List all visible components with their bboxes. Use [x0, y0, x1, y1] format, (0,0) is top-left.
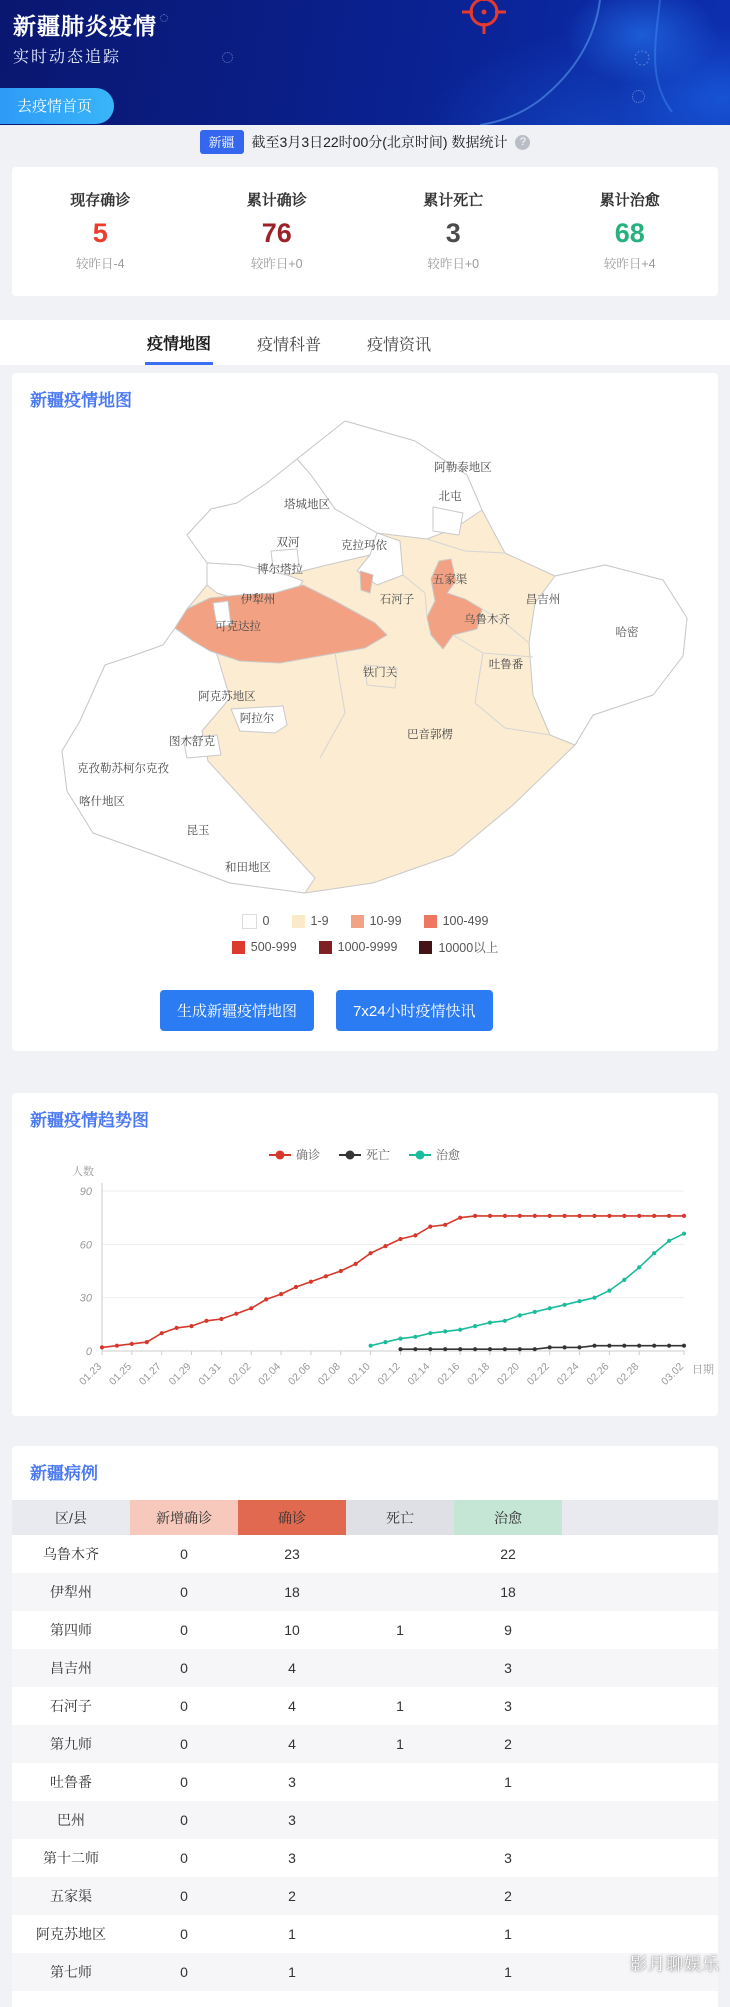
table-header-cell: 死亡 [346, 1500, 454, 1535]
stats-card [12, 167, 718, 296]
generate-map-button[interactable]: 生成新疆疫情地图 [160, 990, 314, 1031]
map-region-label: 哈密 [615, 627, 639, 639]
map-region-label: 北屯 [438, 491, 462, 503]
svg-text:02.24: 02.24 [554, 1360, 582, 1388]
stat-label: 累计治愈 [599, 192, 660, 209]
map-region-label: 克拉玛依 [341, 540, 387, 552]
map-card [12, 373, 718, 1051]
tab-epidemic-science[interactable]: 疫情科普 [257, 337, 322, 354]
map-legend-item: 10-99 [351, 914, 402, 928]
update-time-text: 截至3月3日22时00分(北京时间) 数据统计 [251, 134, 508, 150]
header-banner [0, 0, 730, 125]
table-header-cell [562, 1500, 718, 1535]
svg-text:30: 30 [79, 1292, 92, 1305]
map-region-label: 克孜勒苏柯尔克孜 [77, 763, 169, 775]
map-region-label: 伊犁州 [240, 594, 276, 606]
svg-text:01.29: 01.29 [166, 1360, 194, 1388]
map-legend-item: 1-9 [292, 914, 329, 928]
table-header-row [12, 1500, 718, 1535]
svg-text:60: 60 [79, 1239, 92, 1252]
map-region-label: 巴音郭楞 [407, 729, 453, 741]
chart-legend-item[interactable] [269, 1147, 320, 1162]
table-row: 第四师 0 10 1 9 [50, 1622, 512, 1638]
svg-text:02.12: 02.12 [375, 1360, 403, 1388]
chart-legend-item[interactable] [409, 1147, 460, 1162]
svg-text:02.18: 02.18 [465, 1360, 493, 1388]
table-header-cell: 治愈 [454, 1500, 562, 1535]
svg-text:03.02: 03.02 [659, 1360, 687, 1388]
svg-text:02.14: 02.14 [405, 1360, 433, 1388]
map-region-label: 可克达拉 [215, 621, 261, 633]
map-title: 新疆疫情地图 [30, 391, 132, 410]
map-legend-item: 10000以上 [419, 938, 498, 956]
stat-total-confirmed [189, 189, 366, 272]
map-legend-item: 100-499 [424, 914, 489, 928]
table-row: 阿克苏地区 0 1 1 [36, 1926, 512, 1942]
table-row: 吐鲁番 0 3 1 [50, 1774, 512, 1790]
map-region-label: 阿克苏地区 [198, 691, 256, 703]
table-header-cell: 新增确诊 [130, 1500, 238, 1535]
table-row: 伊犁州 0 18 18 [12, 1573, 718, 1611]
stat-label: 累计死亡 [423, 192, 484, 209]
stat-delta: 较昨日+4 [603, 257, 656, 271]
watermark: 影月聊娱乐 [630, 1955, 720, 1974]
table-row: 昌吉州 0 4 3 [12, 1649, 718, 1687]
stat-total-deaths [365, 189, 542, 272]
stat-label: 现存确诊 [70, 192, 131, 209]
cases-title: 新疆病例 [30, 1464, 98, 1483]
svg-text:人数: 人数 [72, 1166, 94, 1178]
svg-text:02.16: 02.16 [435, 1360, 463, 1388]
legend-swatch [419, 941, 432, 954]
svg-text:02.08: 02.08 [315, 1360, 343, 1388]
map-region-label: 塔城地区 [284, 499, 330, 511]
svg-text:01.31: 01.31 [196, 1360, 224, 1388]
stat-delta: 较昨日-4 [75, 257, 125, 271]
map-region-label: 铁门关 [362, 667, 398, 679]
trend-chart[interactable] [12, 1133, 718, 1408]
svg-text:02.02: 02.02 [226, 1360, 254, 1388]
svg-text:02.20: 02.20 [494, 1360, 522, 1388]
legend-swatch [351, 915, 364, 928]
legend-swatch [292, 915, 305, 928]
map-region-label: 吐鲁番 [488, 659, 524, 671]
cases-card [12, 1446, 718, 2007]
stat-value: 3 [445, 218, 461, 248]
legend-swatch [242, 914, 257, 929]
legend-swatch [319, 941, 332, 954]
neck-silhouette-image [410, 0, 730, 125]
map-region-label: 五家渠 [432, 574, 468, 586]
map-legend-item: 0 [242, 914, 270, 929]
trend-title: 新疆疫情趋势图 [30, 1111, 149, 1130]
map-region-label: 阿勒泰地区 [434, 462, 492, 474]
table-row: 第十二师 0 3 3 [43, 1850, 512, 1866]
legend-swatch [232, 941, 245, 954]
map-region-label: 石河子 [379, 594, 415, 606]
svg-text:02.26: 02.26 [584, 1360, 612, 1388]
map-region-label: 昆玉 [186, 825, 210, 837]
map-buttons [160, 990, 718, 1031]
xinjiang-map[interactable] [35, 413, 695, 908]
svg-text:01.23: 01.23 [77, 1360, 105, 1388]
map-region-label: 双河 [276, 537, 300, 549]
stat-delta: 较昨日+0 [250, 257, 303, 271]
page-title: 新疆肺炎疫情 [13, 13, 157, 39]
table-row: 五家渠 0 2 2 [12, 1877, 718, 1915]
region-badge: 新疆 [200, 130, 244, 154]
svg-text:日期: 日期 [692, 1364, 714, 1376]
svg-text:02.04: 02.04 [256, 1360, 284, 1388]
tab-epidemic-news[interactable]: 疫情资讯 [367, 337, 432, 354]
news-24h-button[interactable]: 7x24小时疫情快讯 [336, 990, 493, 1031]
table-row: 第九师 0 4 1 2 [12, 1725, 718, 1763]
stat-value: 68 [614, 218, 645, 248]
legend-swatch [424, 915, 437, 928]
svg-text:02.22: 02.22 [524, 1360, 552, 1388]
stat-value: 5 [92, 218, 108, 248]
epidemic-home-button[interactable]: 去疫情首页 [0, 88, 114, 124]
cases-table [12, 1500, 718, 1991]
map-region-label: 昌吉州 [525, 594, 561, 606]
map-legend-row [12, 934, 718, 960]
svg-text:02.10: 02.10 [345, 1360, 373, 1388]
map-region-shihezi-sliver [360, 571, 373, 593]
virus-particle-icon [160, 14, 168, 22]
map-region-hami [529, 565, 687, 745]
svg-text:确诊: 确诊 [296, 1148, 321, 1162]
map-legend-item: 1000-9999 [319, 940, 398, 954]
map-region-label: 博尔塔拉 [257, 564, 303, 576]
table-row: 石河子 0 4 1 3 [50, 1698, 512, 1714]
svg-text:01.27: 01.27 [136, 1360, 164, 1388]
svg-text:治愈: 治愈 [436, 1148, 461, 1162]
svg-text:90: 90 [79, 1186, 92, 1198]
table-row: 第七师 0 1 1 [12, 1953, 718, 1991]
svg-text:01.25: 01.25 [106, 1360, 134, 1388]
map-region-label: 图木舒克 [169, 736, 215, 748]
stat-existing-confirmed [12, 189, 189, 272]
map-legend-item: 500-999 [232, 940, 297, 954]
chart-legend-item[interactable] [339, 1148, 390, 1162]
table-row: 巴州 0 3 [12, 1801, 718, 1839]
map-region-label: 喀什地区 [79, 796, 125, 808]
map-region-label: 乌鲁木齐 [464, 614, 510, 626]
trend-card [12, 1093, 718, 1416]
stat-label: 累计确诊 [246, 192, 307, 209]
table-row: 乌鲁木齐 0 23 22 [43, 1546, 516, 1562]
map-legend-row [12, 908, 718, 934]
section-tabs [0, 320, 730, 365]
page-subtitle: 实时动态追踪 [13, 49, 122, 66]
svg-text:死亡: 死亡 [366, 1148, 391, 1162]
stat-total-cured [542, 189, 719, 272]
map-region-label: 和田地区 [225, 862, 271, 874]
virus-particle-icon [222, 52, 233, 63]
table-header-cell: 区/县 [12, 1500, 130, 1535]
help-icon[interactable]: ? [515, 135, 530, 150]
stat-value: 76 [261, 218, 292, 248]
update-info-bar [0, 125, 730, 159]
svg-text:02.28: 02.28 [614, 1360, 642, 1388]
svg-text:02.06: 02.06 [285, 1360, 314, 1388]
map-region-label: 阿拉尔 [239, 713, 275, 725]
svg-text:0: 0 [85, 1346, 92, 1358]
tab-epidemic-map[interactable]: 疫情地图 [145, 321, 213, 365]
table-header-cell: 确诊 [238, 1500, 346, 1535]
stat-delta: 较昨日+0 [427, 257, 480, 271]
